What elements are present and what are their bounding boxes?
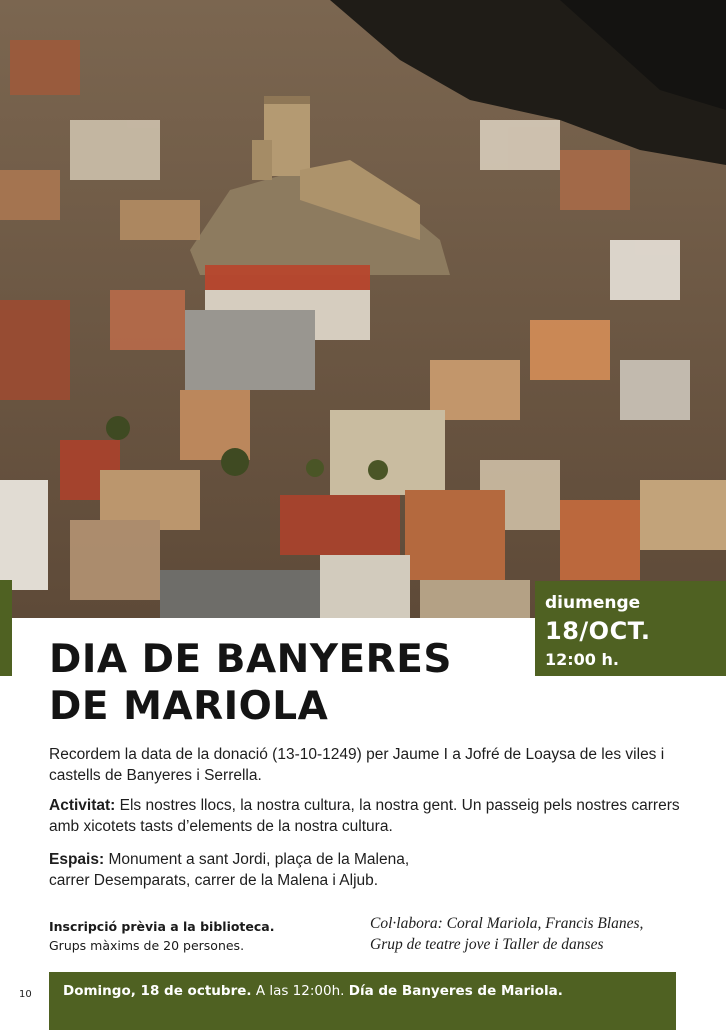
event-title (49, 636, 452, 730)
inscription-note (49, 917, 274, 955)
title-line-2: DE MARIOLA (49, 684, 329, 729)
title-line-1: DIA DE BANYERES (49, 637, 452, 682)
date-day: diumenge (545, 593, 641, 613)
collaborators-line-1: Col·labora: Coral Mariola, Francis Blanes, (370, 915, 644, 932)
footer-summary (63, 983, 563, 999)
intro-paragraph: Recordem la data de la donació (13-10-1249) per Jaume I a Jofré de Loaysa de les viles i castells de Banyeres i Serrella. (49, 746, 665, 784)
page-number: 10 (19, 989, 32, 1000)
inscription-line-2: Grups màxims de 20 persones. (49, 938, 245, 953)
activitat-label: Activitat: (49, 797, 116, 814)
footer-time: A las 12:00h. (255, 983, 345, 999)
espais-paragraph (49, 849, 689, 891)
espais-label: Espais: (49, 851, 105, 868)
espais-line-2: carrer Desemparats, carrer de la Malena i Aljub. (49, 872, 379, 889)
footer-event: Día de Banyeres de Mariola. (348, 983, 563, 999)
date-date: 18/OCT. (545, 617, 651, 645)
espais-line-1: Monument a sant Jordi, plaça de la Malena, (108, 851, 410, 868)
activitat-paragraph (49, 795, 689, 837)
green-accent-bar (0, 580, 12, 676)
inscription-line-1: Inscripció prèvia a la biblioteca. (49, 919, 275, 934)
collaborators-line-2: Grup de teatre jove i Taller de danses (370, 936, 604, 953)
date-box (535, 581, 726, 676)
activitat-text: Els nostres llocs, la nostra cultura, la nostra gent. Un passeig pels nostres carrers amb xicotets tasts d’elements de la nostra cultura. (49, 797, 680, 835)
collaborators-note (370, 913, 643, 955)
footer-date: Domingo, 18 de octubre. (63, 983, 252, 999)
footer-bar (49, 972, 676, 1030)
date-time: 12:00 h. (545, 650, 619, 669)
